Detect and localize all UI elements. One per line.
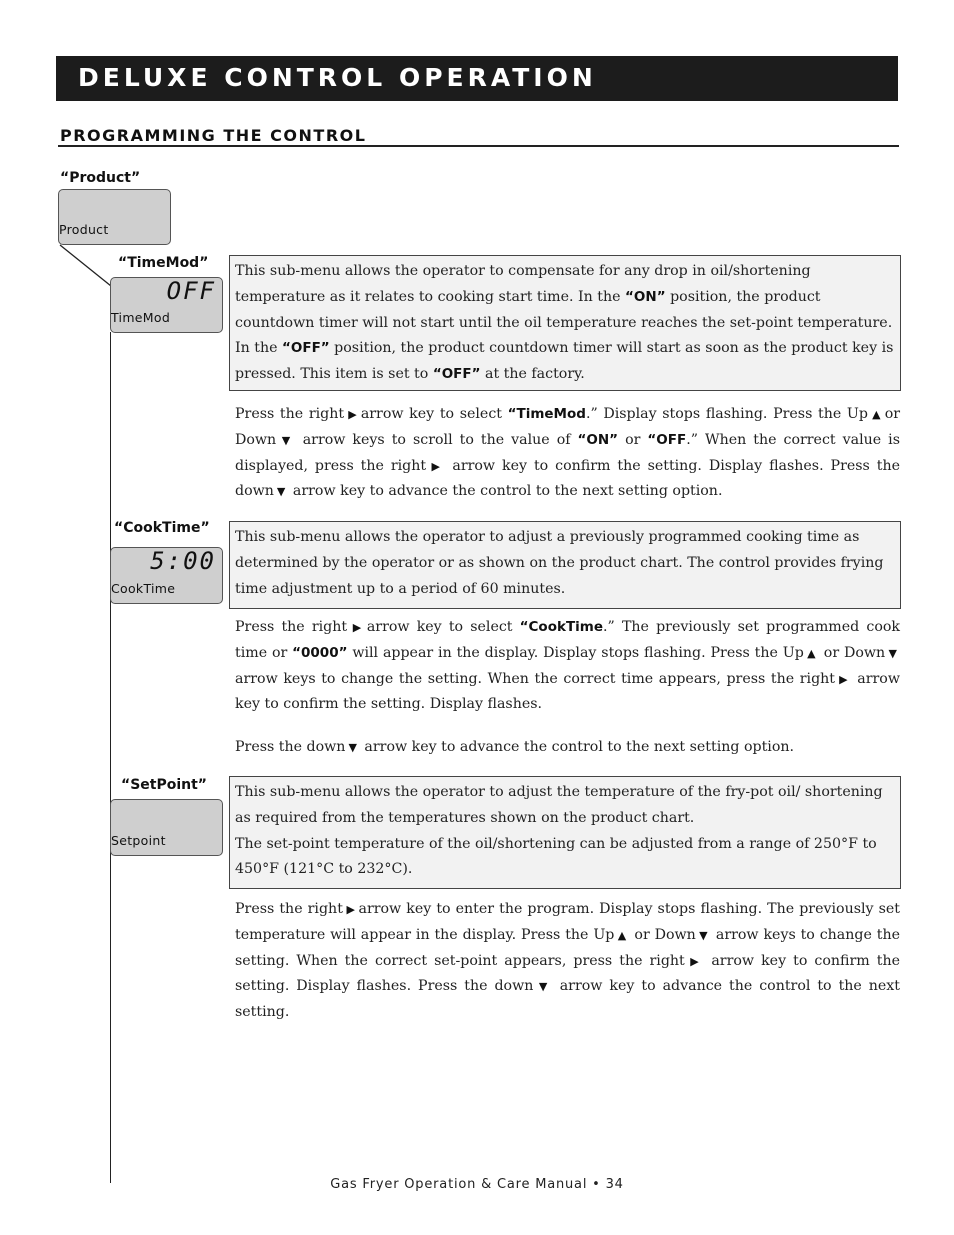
timemod-info-box: This sub-menu allows the operator to compensate for any drop in oil/shortening temperature as it relates to cooking start time. In the “ON” position, the product countdown timer will not start until the oil temperature reaches the set-point temperature. In the “OFF” position, the product countdown timer will start as soon as the product key is pressed. This item is set to “OFF” at the factory. — [229, 255, 901, 391]
timemod-key[interactable] — [110, 277, 223, 333]
down-arrow-icon: ▼ — [348, 741, 357, 754]
setpoint-box-line-2: The set-point temperature of the oil/shortening can be adjusted from a range of 250°F to 450°F (121°C to 232°C). — [235, 835, 877, 878]
down-arrow-icon: ▼ — [279, 433, 293, 447]
product-label: “Product” — [60, 170, 141, 186]
cooktime-info-box: This sub-menu allows the operator to adjust a previously programmed cooking time as determined by the operator or as shown on the product chart. The control provides frying time adjustment up to a period of 60 minutes. — [229, 521, 901, 609]
setpoint-key[interactable] — [110, 799, 223, 856]
cooktime-key-caption: CookTime — [111, 581, 176, 596]
cooktime-key-display: 5:00 — [150, 547, 216, 575]
setpoint-label: “SetPoint” — [121, 777, 208, 793]
setpoint-box-line-1: This sub-menu allows the operator to adjust the temperature of the fry-pot oil/ shortening as required from the temperatures shown on the product chart. — [235, 784, 883, 826]
up-arrow-icon: ▲ — [870, 408, 882, 421]
product-key-caption: Product — [59, 222, 109, 237]
product-key[interactable] — [58, 189, 171, 245]
setpoint-instructions: Press the right ▶ arrow key to enter the program. Display stops flashing. The previously set temperature will appear in the display. Press the Up ▲ or Down ▼ arrow keys to change the setting. When the correct set-point appears, press the right ▶ arrow key to confirm the setting. Display flashes. Press the down ▼ arrow key to advance the control to the next setting. — [235, 901, 901, 1021]
cooktime-advance-note: Press the down ▼ arrow key to advance the control to the next setting option. — [235, 739, 795, 755]
menu-tree-line — [110, 332, 111, 1183]
section-title: PROGRAMMING THE CONTROL — [60, 126, 367, 145]
cooktime-label: “CookTime” — [114, 520, 210, 536]
timemod-label: “TimeMod” — [118, 255, 209, 271]
setpoint-info-box — [229, 776, 901, 889]
connector-line — [60, 245, 111, 286]
timemod-instructions: Press the right ▶ arrow key to select “TimeMod.” Display stops flashing. Press the Up ▲ or Down ▼ arrow keys to scroll to the value of “ON” or “OFF.” When the correct value is displayed, press the right ▶ arrow key to confirm the setting. Display flashes. Press the down ▼ arrow key to advance the control to the next setting option. — [235, 406, 901, 500]
down-arrow-icon: ▼ — [698, 928, 708, 942]
right-arrow-icon: ▶ — [350, 621, 364, 634]
right-arrow-icon: ▶ — [838, 672, 849, 686]
page-footer: Gas Fryer Operation & Care Manual • 34 — [330, 1177, 624, 1192]
cooktime-key[interactable] — [110, 547, 223, 604]
up-arrow-icon: ▲ — [617, 928, 627, 942]
right-arrow-icon: ▶ — [345, 903, 356, 916]
down-arrow-icon: ▼ — [888, 646, 897, 660]
timemod-key-caption: TimeMod — [111, 310, 171, 325]
right-arrow-icon: ▶ — [429, 459, 443, 473]
timemod-key-display: OFF — [166, 277, 216, 305]
down-arrow-icon: ▼ — [536, 980, 550, 994]
up-arrow-icon: ▲ — [806, 646, 816, 660]
cooktime-instructions: Press the right ▶ arrow key to select “CookTime.” The previously set programmed cook time or “0000” will appear in the display. Display stops flashing. Press the Up ▲ or Down ▼ arrow keys to change the setting. When the correct time appears, press the right ▶ arrow key to confirm the setting. Display flashes. — [235, 619, 900, 713]
right-arrow-icon: ▶ — [687, 954, 702, 968]
page-title: DELUXE CONTROL OPERATION — [78, 63, 597, 92]
right-arrow-icon: ▶ — [347, 408, 358, 421]
setpoint-key-caption: Setpoint — [111, 833, 166, 848]
down-arrow-icon: ▼ — [276, 485, 286, 499]
